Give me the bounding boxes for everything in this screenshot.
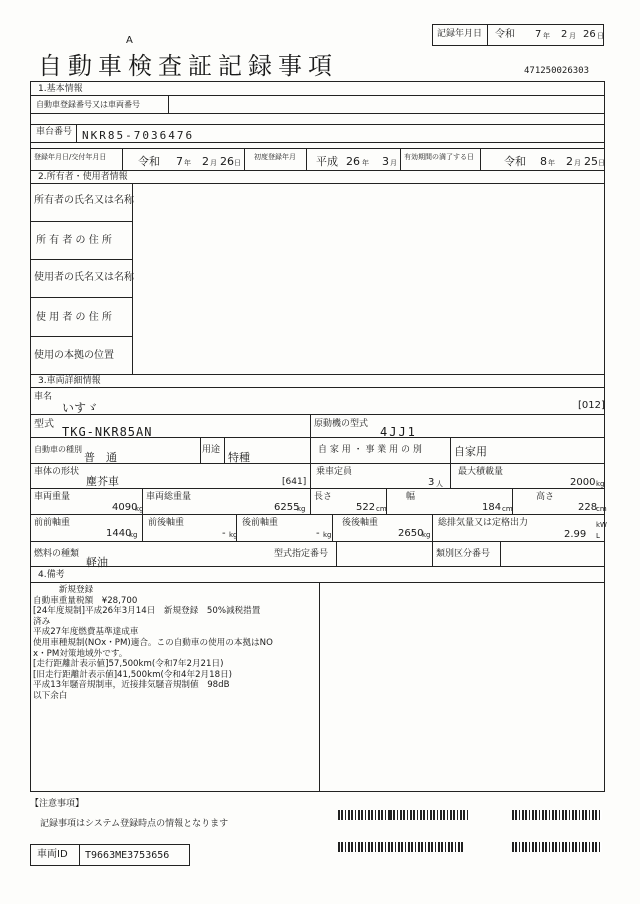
remarks-lines [33,585,273,702]
business-value: 自家用 [454,445,487,458]
remarks-line: 済み [33,616,51,627]
base-location-label: 使用の本拠の位置 [34,350,114,361]
category-label: 類別区分番号 [436,549,491,559]
weight-value: 4090 [112,502,138,513]
first-year-label: 初度登録年月 [254,153,296,161]
first-year-era: 平成 [316,155,338,168]
document-number: 471250026303 [524,66,590,76]
model-value: TKG-NKR85AN [62,425,153,439]
body-code: [641] [282,477,307,487]
length-value: 522 [356,502,376,513]
record-date-box: 記録年月日 令和 7 年 2 月 26 日 [432,24,604,46]
chassis-label: 車台番号 [36,127,73,137]
fuel-label: 燃料の種類 [34,549,80,559]
remarks-line: 自動車重量税額 ¥28,700 [33,595,138,606]
vehicle-id-box [30,844,190,866]
remarks-line: [旧走行距離計表示値]41,500km(令和4年2月18日) [33,669,233,680]
designation-label: 型式指定番号 [274,549,329,559]
qr-code-2 [390,810,470,820]
document-mark: A [126,35,133,46]
fuel-value: 軽油 [86,556,108,569]
owner-name-label: 所有者の氏名又は名称 [34,195,134,206]
remarks-line: 平成27年度燃費基準達成車 [33,627,139,638]
document-title: 自動車検査証記録事項 [38,52,338,80]
maker-code: [012] [578,400,605,411]
expiry-day: 25 [584,155,598,168]
body-value: 塵芥車 [86,475,119,488]
expiry-month: 2 [566,155,573,168]
displacement-value: 2.99 [564,529,587,540]
section3-title: 3.車両詳細情報 [38,376,101,386]
model-label: 型式 [34,419,54,430]
first-reg-day: 26 [220,155,234,168]
owner-address-label: 所 有 者 の 住 所 [36,235,112,246]
use-value: 特種 [228,451,250,464]
qr-code-5 [512,842,602,852]
maker-value: いすゞ [62,401,99,415]
remarks-line: [走行距離計表示値]57,500km(令和7年2月21日) [33,659,224,670]
width-label: 幅 [406,492,416,502]
chassis-number: NKR85-7036476 [82,129,195,142]
height-value: 228 [578,502,598,513]
qr-code-3 [512,810,602,820]
max-load-value: 2000 [570,477,596,488]
record-date-label: 記録年月日 [437,29,483,39]
engine-label: 原動機の型式 [314,419,369,429]
record-date-day: 26 [583,29,596,40]
user-name-label: 使用者の氏名又は名称 [34,272,134,283]
section4-title: 4.備考 [38,570,65,580]
body-label: 車体の形状 [34,467,80,477]
rr-axle-value: 2650 [398,528,424,539]
remarks-line: 平成13年騒音規制車，近接排気騒音規制値 98dB [33,680,230,691]
remarks-line: 以下余白 [33,690,68,701]
section1-title: 1.基本情報 [38,84,83,94]
notes-title: 【注意事項】 [30,799,85,809]
ff-axle-label: 前前軸重 [34,518,71,528]
height-label: 高さ [536,492,555,502]
fr-axle-value: - [222,528,226,539]
length-label: 長さ [314,492,333,502]
remarks-line: 使用車種規制(NOx・PM)適合。この自動車の使用の本拠はNO [33,637,273,648]
engine-value: 4JJ1 [380,425,417,439]
section2-title: 2.所有者・使用者情報 [38,172,128,182]
rr-axle-label: 後後軸重 [342,518,379,528]
rf-axle-label: 後前軸重 [242,518,279,528]
qr-code-4 [338,842,463,852]
first-reg-year: 7 [176,155,183,168]
capacity-label: 乗車定員 [316,467,353,477]
max-load-label: 最大積載量 [458,467,504,477]
remarks-line: 新規登録 [33,585,94,595]
ff-axle-value: 1440 [106,528,132,539]
first-reg-label: 登録年月日/交付年月日 [34,153,107,161]
capacity-value: 3 [428,477,435,488]
remarks-line: [24年度規制]平成26年3月14日 新規登録 50%減税措置 [33,606,261,617]
use-label: 用途 [202,445,221,455]
reg-no-label: 自動車登録番号又は車両番号 [36,100,140,109]
vehicle-id-value: T9663ME3753656 [85,850,170,861]
rf-axle-value: - [316,528,320,539]
gross-weight-value: 6255 [274,502,300,513]
kind-label: 自動車の種別 [34,445,82,454]
business-label: 自 家 用 ・ 事 業 用 の 別 [318,445,422,455]
notes-text: 記録事項はシステム登録時点の情報となります [40,819,229,829]
record-date-year: 7 [535,29,542,40]
kind-value: 普 通 [84,451,117,464]
fr-axle-label: 前後軸重 [148,518,185,528]
gross-weight-label: 車両総重量 [146,492,192,502]
record-date-era: 令和 [495,29,515,40]
vehicle-id-label: 車両ID [37,849,68,860]
first-reg-era: 令和 [138,155,160,168]
expiry-year: 8 [540,155,547,168]
displacement-label: 総排気量又は定格出力 [438,518,529,528]
first-reg-month: 2 [202,155,209,168]
expiry-label: 有効期間の満了する日 [404,153,474,161]
first-year-year: 26 [346,155,360,168]
record-date-month: 2 [561,29,568,40]
remarks-line: x・PM対策地域外です。 [33,648,128,659]
weight-label: 車両重量 [34,492,71,502]
first-year-month: 3 [382,155,389,168]
user-address-label: 使 用 者 の 住 所 [36,312,112,323]
maker-label: 車名 [34,392,53,402]
expiry-era: 令和 [504,155,526,168]
width-value: 184 [482,502,502,513]
